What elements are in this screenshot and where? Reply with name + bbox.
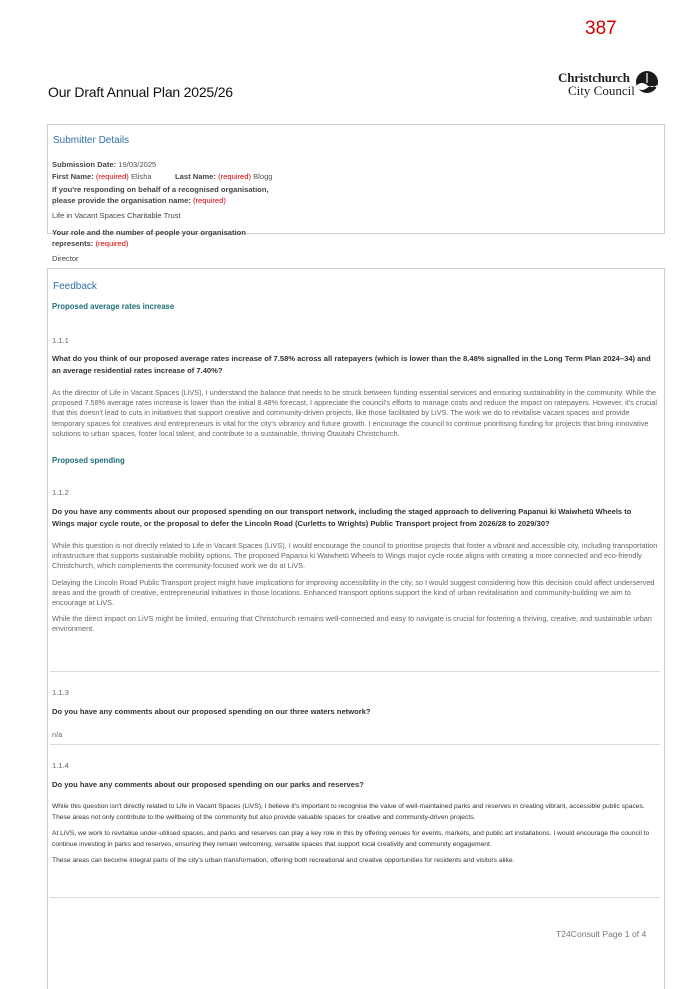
document-title: Our Draft Annual Plan 2025/26 [48,84,233,100]
submission-date-value: 19/03/2025 [118,160,157,169]
question-number: 1.1.3 [52,688,69,697]
question-number: 1.1.2 [52,488,69,497]
answer-text: While this question isn't directly related to Life in Vacant Spaces (LiVS), I believe it's important to recognise the value of well-maintained parks and reserves in creating vibrant, accessible public spaces. These areas not only contribute to the wellbeing of the community but also provide valuable spaces for creative and community-driven projects. At LiVS, we work to revitalise under-utilised spaces, and parks and reserves can play a key role in this by offering venues for events, markets, and public art installations. I would encourage the council to continue investing in parks and reserves, ensuring they remain welcoming, versatile spaces that support local creativity and community engagement. These areas can become integral parts of the city's urban transformation, offering both recreational and creative opportunities for residents and visitors alike. [52,803,650,864]
question-text: Do you have any comments about our proposed spending on our three waters network? [52,707,371,716]
council-logo [558,70,662,100]
divider [50,897,660,898]
question-text: Do you have any comments about our proposed spending on our parks and reserves? [52,780,364,789]
last-name-row: Last Name: (required) Blogg [175,172,273,181]
answer-text: n/a [52,730,63,739]
question-text: What do you think of our proposed average rates increase of 7.58% across all ratepayers (which is lower than the 8.48% signalled in the Long Term Plan 2024–34) and an average residential rates increase of 7.40%? [52,354,651,375]
submitter-details-title: Submitter Details [53,135,130,146]
feedback-title: Feedback [53,281,97,292]
question-number: 1.1.4 [52,761,69,770]
divider [50,744,660,745]
logo-line2: City Council [568,83,635,98]
question-number: 1.1.1 [52,336,69,345]
submission-date-row: Submission Date: 19/03/2025 [52,160,157,169]
rates-heading: Proposed average rates increase [52,302,175,311]
answer-text: As the director of Life in Vacant Spaces (LiVS), I understand the balance that needs to be struck between funding essential services and ensuring sustainability in the community. While the proposed 7.58% average rates increase is lower than the initial 8.48% forecast, I appreciate the council's efforts to manage costs and reduce the impact on ratepayers. However, it's crucial that this doesn't lead to cuts in initiatives that support creative and community-driven projects, like those facilitated by LiVS. The work we do to revitalise vacant spaces and provide temporary spaces for creatives and entrepreneurs is vital for the city's vibrancy and future growth. I encourage the council to continue prioritising funding for projects that bring innovative solutions to urban spaces, foster local talent, and contribute to a sustainable, thriving Ōtautahi Christchurch. [52,388,657,438]
spending-heading: Proposed spending [52,456,125,465]
org-name-value: Life in Vacant Spaces Charitable Trust [52,211,181,220]
answer-text: While this question is not directly related to Life in Vacant Spaces (LiVS), I would encourage the council to prioritise projects that foster a vibrant and accessible city, including transportation infrastructure that supports sustainable mobility options. The proposed Papanui ki Waiwhetū Wheels to Wings major cycle route aligns with creating a more connected and eco-friendly Christchurch, which complements the community-focused work we do at LiVS. Delaying the Lincoln Road Public Transport project might have implications for improving accessibility in the city, so I would suggest considering how this decision could affect underserved areas and the growth of creative, entrepreneurial initiatives in those locations. Enhanced transport options support the kind of urban revitalisation and community-building we aim to encourage at LiVS. While the direct impact on LiVS might be limited, ensuring that Christchurch remains well-connected and easy to navigate is crucial for fostering a thriving, creative, and sustainable urban environment. [52,541,658,634]
logo-emblem-icon [634,70,660,96]
logo-line1: Christchurch [558,70,630,85]
role-question: Your role and the number of people your organisation represents: (required) [52,228,246,248]
first-name-value: Elisha [130,172,152,181]
first-name-row: First Name: (required) Elisha [52,172,152,181]
last-name-value: Blogg [253,172,273,181]
page-number: 387 [585,18,617,39]
divider [50,671,660,672]
question-text: Do you have any comments about our proposed spending on our transport network, including the staged approach to delivering Papanui ki Waiwhetū Wheels to Wings major cycle route, or the proposal to defer the Lincoln Road (Curletts to Wrights) Public Transport project from 2026/28 to 2029/30? [52,507,632,528]
role-value: Director [52,254,79,263]
page-footer: T24Consult Page 1 of 4 [556,929,647,939]
org-question: If you're responding on behalf of a recognised organisation, please provide the organisation name: (required) [52,185,269,205]
